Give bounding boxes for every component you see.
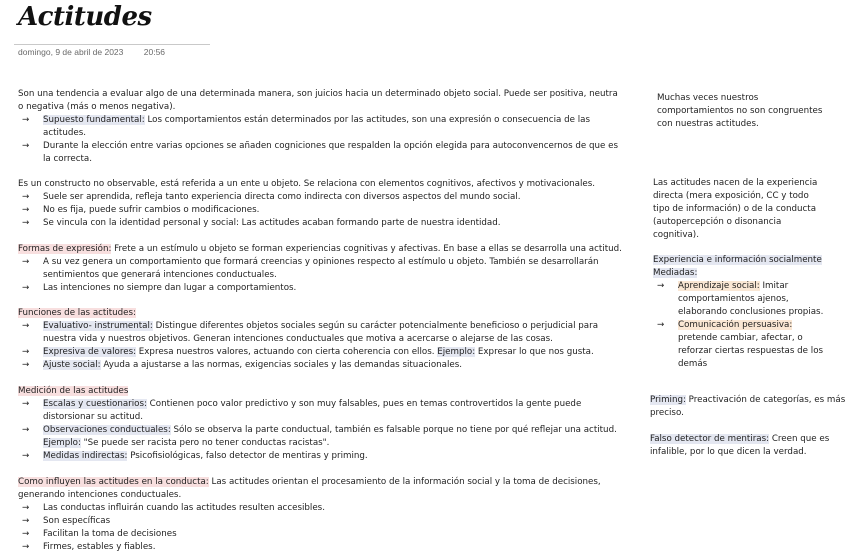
text-span: A su vez genera un comportamiento que formará creencias y opiniones respecto al estímulo u objeto. También se desarrollarán xyxy=(43,257,599,267)
section-heading xyxy=(18,385,618,398)
list-item xyxy=(18,359,618,372)
highlight-label: Ejemplo: xyxy=(43,438,81,448)
page-timestamp xyxy=(18,47,165,57)
text-span: Sólo se observa la parte conductual, también es falsable porque no tiene por qué reflejar una actitud. xyxy=(170,425,617,435)
text-span: Contienen poco valor predictivo y son muy falsables, pues en temas controvertidos la gente puede xyxy=(146,399,582,409)
arrow-icon: → xyxy=(22,283,30,293)
list-item xyxy=(18,204,618,217)
note-measurement[interactable] xyxy=(18,385,618,463)
highlight-label: Ajuste social: xyxy=(43,360,101,370)
text-span: Ayuda a ajustarse a las normas, exigencias sociales y las demandas situacionales. xyxy=(100,360,463,370)
note-definition[interactable] xyxy=(18,88,618,166)
section-heading xyxy=(653,254,823,267)
text-line: (autopercepción o disonancia xyxy=(653,217,782,227)
highlight-label: Comunicación persuasiva: xyxy=(678,320,793,330)
arrow-icon: → xyxy=(22,218,30,228)
text-line: con nuestras actitudes. xyxy=(657,119,759,129)
side-note-origin[interactable] xyxy=(653,177,817,242)
text-line: distorsionar su actitud. xyxy=(43,412,144,422)
list-item xyxy=(18,528,618,541)
text-span: Los comportamientos están determinados por las actitudes, son una expresión o consecuencia de las xyxy=(144,115,590,125)
arrow-icon: → xyxy=(22,529,30,539)
text-line xyxy=(18,243,622,256)
text-span: Son específicas xyxy=(43,516,111,526)
arrow-icon: → xyxy=(22,360,30,370)
text-line: Es un constructo no observable, está referida a un ente u objeto. Se relaciona con elementos cognitivos, afectivos y motivacionales. xyxy=(18,179,596,189)
arrow-icon: → xyxy=(22,399,30,409)
text-span: Se vincula con la identidad personal y social: Las actitudes acaban formando parte de nuestra identidad. xyxy=(43,218,501,228)
text-line: Son una tendencia a evaluar algo de una determinada manera, son juicios hacia un determinado objeto social. Puede ser positiva, neutra xyxy=(18,89,618,99)
highlight-label: Ejemplo: xyxy=(437,347,476,357)
list-item xyxy=(18,346,618,359)
arrow-icon: → xyxy=(22,321,30,331)
text-line: preciso. xyxy=(650,408,684,418)
page-date: domingo, 9 de abril de 2023 xyxy=(18,47,124,57)
arrow-icon: → xyxy=(22,425,30,435)
text-line xyxy=(650,433,829,446)
page-time: 20:56 xyxy=(143,47,166,57)
list-item xyxy=(18,398,618,411)
highlight-label: Medición de las actitudes xyxy=(18,386,129,396)
highlight-label: Formas de expresión: xyxy=(18,244,112,254)
arrow-icon: → xyxy=(22,192,30,202)
highlight-label: Experiencia e información socialmente xyxy=(653,255,822,265)
list-item xyxy=(18,282,618,295)
highlight-label: Observaciones conductuales: xyxy=(43,425,171,435)
text-line: comportamientos ajenos, xyxy=(678,294,789,304)
highlight-label: Aprendizaje social: xyxy=(678,281,760,291)
text-span: "Se puede ser racista pero no tener conductas racistas". xyxy=(80,438,330,448)
highlight-label: Escalas y cuestionarios: xyxy=(43,399,147,409)
list-item xyxy=(18,541,618,554)
list-item xyxy=(18,515,618,528)
text-line: infalible, por lo que dicen la verdad. xyxy=(650,447,807,457)
text-line xyxy=(650,394,845,407)
highlight-label: Priming: xyxy=(650,395,686,405)
highlight-label: Medidas indirectas: xyxy=(43,451,128,461)
text-line: generando intenciones conductuales. xyxy=(18,490,182,500)
text-line: nuestra vida y nuestros objetivos. Generan intenciones conductuales que motiva a acercarse o alejarse de las cosas. xyxy=(43,334,553,344)
text-line: o negativa (más o menos negativa). xyxy=(18,102,176,112)
text-span: Durante la elección entre varias opciones se añaden cogniciones que respalden la opción elegida para autoconvencernos de que es xyxy=(43,141,619,151)
list-item xyxy=(18,320,618,333)
text-span: Psicofisiológicas, falso detector de mentiras y priming. xyxy=(127,451,368,461)
arrow-icon: → xyxy=(22,451,30,461)
list-item xyxy=(18,191,618,204)
arrow-icon: → xyxy=(22,141,30,151)
text-line: tipo de información) o de la conducta xyxy=(653,204,817,214)
highlight-label: Supuesto fundamental: xyxy=(43,115,145,125)
list-item xyxy=(18,424,618,437)
text-span: Facilitan la toma de decisiones xyxy=(43,529,177,539)
text-line: Muchas veces nuestros xyxy=(657,93,759,103)
text-span: Expresar lo que nos gusta. xyxy=(475,347,594,357)
text-line: elaborando conclusiones propias. xyxy=(678,307,824,317)
arrow-icon: → xyxy=(22,516,30,526)
list-item xyxy=(653,280,823,293)
arrow-icon: → xyxy=(22,503,30,513)
highlight-label: Mediadas: xyxy=(653,268,698,278)
list-item xyxy=(653,319,823,332)
text-line xyxy=(18,437,618,450)
list-item xyxy=(18,114,618,127)
text-line: comportamientos no son congruentes xyxy=(657,106,823,116)
page-title: Actitudes xyxy=(18,2,152,32)
title-divider xyxy=(14,44,210,45)
arrow-icon: → xyxy=(22,115,30,125)
text-line xyxy=(18,476,618,489)
text-line: actitudes. xyxy=(43,128,86,138)
text-span: Firmes, estables y fiables. xyxy=(43,542,156,552)
text-span: Creen que es xyxy=(769,434,830,444)
list-item xyxy=(18,217,618,230)
text-span: Las intenciones no siempre dan lugar a comportamientos. xyxy=(43,283,297,293)
text-span: Las conductas influirán cuando las actitudes resulten accesibles. xyxy=(43,503,325,513)
text-line: pretende cambiar, afectar, o xyxy=(678,333,803,343)
arrow-icon: → xyxy=(22,347,30,357)
list-item xyxy=(18,450,618,463)
text-line: Las actitudes nacen de la experiencia xyxy=(653,178,818,188)
text-line: demás xyxy=(678,359,708,369)
section-heading xyxy=(18,307,618,320)
text-span: No es fija, puede sufrir cambios o modificaciones. xyxy=(43,205,260,215)
list-item xyxy=(18,140,618,153)
note-expression[interactable] xyxy=(18,243,622,295)
highlight-label: Falso detector de mentiras: xyxy=(650,434,770,444)
arrow-icon: → xyxy=(22,257,30,267)
text-span: Expresa nuestros valores, actuando con cierta coherencia con ellos. xyxy=(136,347,438,357)
text-line: la correcta. xyxy=(43,154,93,164)
highlight-label: Como influyen las actitudes en la conducta: xyxy=(18,477,209,487)
text-span: Suele ser aprendida, refleja tanto experiencia directa como indirecta con diversos aspectos del mundo social. xyxy=(43,192,521,202)
text-span: Imitar xyxy=(759,281,789,291)
note-influence[interactable] xyxy=(18,476,618,554)
arrow-icon: → xyxy=(657,320,665,330)
text-line: directa (mera exposición, CC y todo xyxy=(653,191,809,201)
note-construct[interactable] xyxy=(18,178,618,230)
highlight-label: Evaluativo- instrumental: xyxy=(43,321,153,331)
side-note-social-experience[interactable] xyxy=(653,254,823,371)
section-heading xyxy=(653,267,823,280)
arrow-icon: → xyxy=(657,281,665,291)
highlight-label: Funciones de las actitudes: xyxy=(18,308,136,318)
list-item xyxy=(18,256,618,269)
text-span: Preactivación de categorías, es más xyxy=(685,395,846,405)
note-functions[interactable] xyxy=(18,307,618,372)
text-line: reforzar ciertas respuestas de los xyxy=(678,346,824,356)
text-span: Las actitudes orientan el procesamiento de la información social y la toma de decisiones, xyxy=(208,477,601,487)
list-item xyxy=(18,502,618,515)
text-span: Distingue diferentes objetos sociales según su carácter potencialmente beneficioso o perjudicial para xyxy=(152,321,599,331)
arrow-icon: → xyxy=(22,205,30,215)
side-note-priming[interactable] xyxy=(650,394,845,420)
side-note-incongruence[interactable] xyxy=(657,92,822,131)
side-note-lie-detector[interactable] xyxy=(650,433,829,459)
text-line: cognitiva). xyxy=(653,230,699,240)
arrow-icon: → xyxy=(22,542,30,552)
text-line: sentimientos que generará intenciones conductuales. xyxy=(43,270,277,280)
highlight-label: Expresiva de valores: xyxy=(43,347,137,357)
text-span: Frete a un estímulo u objeto se forman experiencias cognitivas y afectivas. En base a ellas se desarrolla una actitud. xyxy=(111,244,622,254)
